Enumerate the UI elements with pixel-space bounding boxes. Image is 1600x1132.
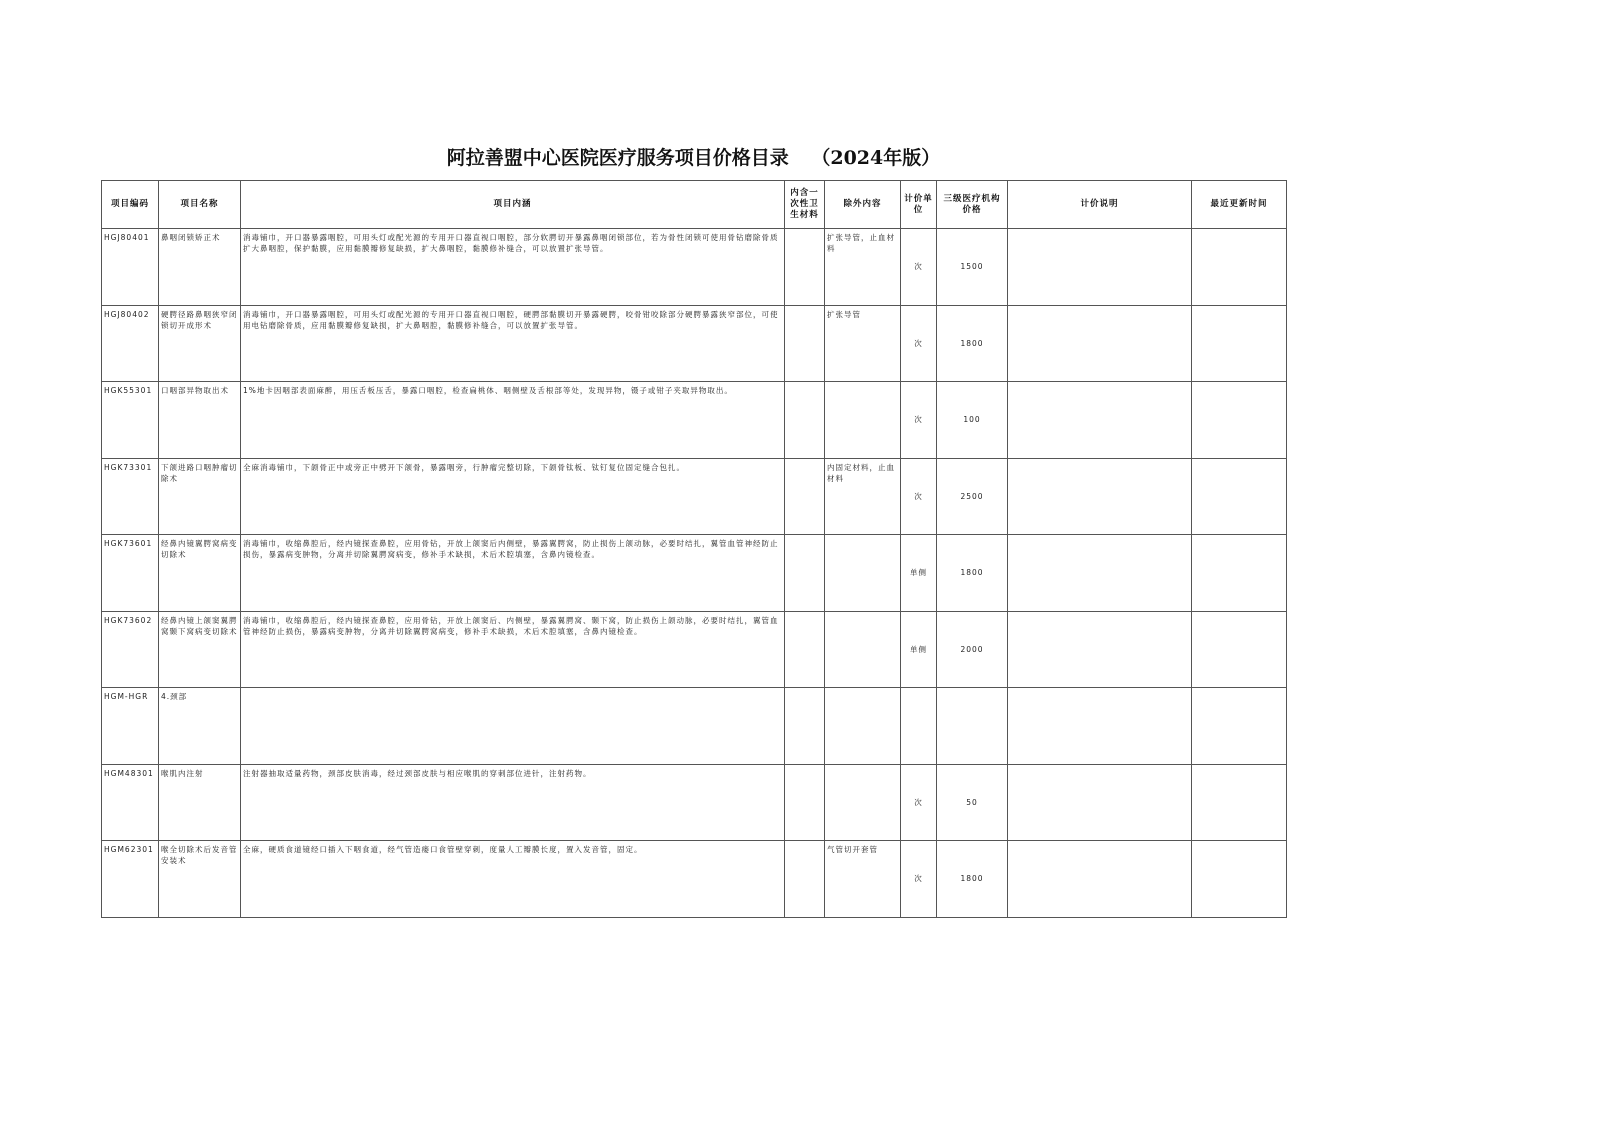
- updated-cell: [1192, 305, 1287, 382]
- unit-cell: 次: [901, 305, 937, 382]
- unit-cell: 次: [901, 458, 937, 535]
- price-cell: [937, 688, 1008, 765]
- updated-cell: [1192, 841, 1287, 918]
- header-updated: 最近更新时间: [1192, 181, 1287, 229]
- header-content: 项目内涵: [241, 181, 785, 229]
- header-consumables: 内含一次性卫生材料: [785, 181, 825, 229]
- note-cell: [1008, 458, 1192, 535]
- price-cell: 2500: [937, 458, 1008, 535]
- name-cell: 口咽部异物取出术: [159, 382, 241, 459]
- consumables-cell: [785, 688, 825, 765]
- content-cell: 消毒铺巾，开口器暴露咽腔，可用头灯或配光源的专用开口器直视口咽腔，部分软腭切开暴露鼻咽闭锁部位，若为骨性闭锁可使用骨钻磨除骨质扩大鼻咽腔，保护黏膜，应用黏膜瓣修复缺损，扩大鼻咽腔，黏膜修补缝合，可以放置扩张导管。: [241, 229, 785, 306]
- content-cell: 消毒铺巾，收缩鼻腔后，经内镜探查鼻腔，应用骨钻，开放上颌窦后内侧壁，暴露翼腭窝，防止损伤上颌动脉，必要时结扎，翼管血管神经防止损伤，暴露病变肿物，分离并切除翼腭窝病变，修补手术缺损，术后术腔填塞，含鼻内镜检查。: [241, 535, 785, 612]
- price-cell: 1800: [937, 841, 1008, 918]
- content-cell: 消毒铺巾，开口器暴露咽腔，可用头灯或配光源的专用开口器直视口咽腔，硬腭部黏膜切开暴露硬腭，咬骨钳咬除部分硬腭暴露狭窄部位，可使用电钻磨除骨质，应用黏膜瓣修复缺损，扩大鼻咽腔，黏膜修补缝合，可以放置扩张导管。: [241, 305, 785, 382]
- excluded-cell: 扩张导管: [825, 305, 901, 382]
- name-cell: 经鼻内镜上颌窦翼腭窝颞下窝病变切除术: [159, 611, 241, 688]
- unit-cell: 次: [901, 841, 937, 918]
- note-cell: [1008, 764, 1192, 841]
- content-cell: 注射器抽取适量药物，颈部皮肤消毒，经过颈部皮肤与相应喉肌的穿刺部位进针，注射药物。: [241, 764, 785, 841]
- content-cell: 消毒铺巾，收缩鼻腔后，经内镜探查鼻腔，应用骨钻，开放上颌窦后、内侧壁，暴露翼腭窝、颞下窝，防止损伤上颌动脉，必要时结扎，翼管血管神经防止损伤，暴露病变肿物，分离并切除翼腭窝病变，修补手术缺损，术后术腔填塞，含鼻内镜检查。: [241, 611, 785, 688]
- updated-cell: [1192, 764, 1287, 841]
- consumables-cell: [785, 841, 825, 918]
- content-cell: [241, 688, 785, 765]
- price-cell: 1800: [937, 305, 1008, 382]
- unit-cell: 单侧: [901, 535, 937, 612]
- table-row: [102, 611, 1287, 688]
- note-cell: [1008, 611, 1192, 688]
- header-note: 计价说明: [1008, 181, 1192, 229]
- excluded-cell: [825, 688, 901, 765]
- excluded-cell: [825, 382, 901, 459]
- header-name: 项目名称: [159, 181, 241, 229]
- content-cell: 1%地卡因咽部表面麻醉，用压舌板压舌，暴露口咽腔，检查扁桃体、咽侧壁及舌根部等处，发现异物，镊子或钳子夹取异物取出。: [241, 382, 785, 459]
- unit-cell: 次: [901, 764, 937, 841]
- excluded-cell: 内固定材料，止血材料: [825, 458, 901, 535]
- unit-cell: [901, 688, 937, 765]
- header-code: 项目编码: [102, 181, 159, 229]
- excluded-cell: 气管切开套管: [825, 841, 901, 918]
- unit-cell: 次: [901, 382, 937, 459]
- code-cell: HGK73602: [102, 611, 159, 688]
- updated-cell: [1192, 611, 1287, 688]
- name-cell: 硬腭径路鼻咽狭窄闭锁切开成形术: [159, 305, 241, 382]
- content-cell: 全麻，硬质食道镜经口插入下咽食道，经气管造瘘口食管壁穿刺，度量人工瓣膜长度，置入发音管，固定。: [241, 841, 785, 918]
- header-excluded: 除外内容: [825, 181, 901, 229]
- table-row: [102, 535, 1287, 612]
- price-cell: 100: [937, 382, 1008, 459]
- name-cell: 下颌进路口咽肿瘤切除术: [159, 458, 241, 535]
- updated-cell: [1192, 382, 1287, 459]
- excluded-cell: 扩张导管，止血材料: [825, 229, 901, 306]
- note-cell: [1008, 688, 1192, 765]
- consumables-cell: [785, 458, 825, 535]
- consumables-cell: [785, 305, 825, 382]
- code-cell: HGM48301: [102, 764, 159, 841]
- note-cell: [1008, 535, 1192, 612]
- code-cell: HGK73601: [102, 535, 159, 612]
- excluded-cell: [825, 535, 901, 612]
- name-cell: 喉肌内注射: [159, 764, 241, 841]
- unit-cell: 单侧: [901, 611, 937, 688]
- name-cell: 经鼻内镜翼腭窝病变切除术: [159, 535, 241, 612]
- consumables-cell: [785, 611, 825, 688]
- price-cell: 2000: [937, 611, 1008, 688]
- table-row: [102, 688, 1287, 765]
- table-row: [102, 764, 1287, 841]
- header-unit: 计价单位: [901, 181, 937, 229]
- code-cell: HGK55301: [102, 382, 159, 459]
- page-title: 阿拉善盟中心医院医疗服务项目价格目录 （2024年版）: [446, 147, 941, 169]
- consumables-cell: [785, 382, 825, 459]
- table-row: [102, 229, 1287, 306]
- note-cell: [1008, 841, 1192, 918]
- name-cell: 鼻咽闭锁矫正术: [159, 229, 241, 306]
- price-cell: 1500: [937, 229, 1008, 306]
- code-cell: HGM62301: [102, 841, 159, 918]
- updated-cell: [1192, 688, 1287, 765]
- unit-cell: 次: [901, 229, 937, 306]
- code-cell: HGJ80401: [102, 229, 159, 306]
- updated-cell: [1192, 458, 1287, 535]
- price-cell: 1800: [937, 535, 1008, 612]
- consumables-cell: [785, 229, 825, 306]
- code-cell: HGK73301: [102, 458, 159, 535]
- excluded-cell: [825, 764, 901, 841]
- table-header-row: [102, 181, 1287, 229]
- content-cell: 全麻消毒铺巾，下颌骨正中或旁正中劈开下颌骨，暴露咽旁，行肿瘤完整切除，下颌骨钛板、钛钉复位固定缝合包扎。: [241, 458, 785, 535]
- updated-cell: [1192, 535, 1287, 612]
- header-price: 三级医疗机构价格: [937, 181, 1008, 229]
- updated-cell: [1192, 229, 1287, 306]
- excluded-cell: [825, 611, 901, 688]
- note-cell: [1008, 382, 1192, 459]
- table-row: [102, 458, 1287, 535]
- table-row: [102, 382, 1287, 459]
- price-cell: 50: [937, 764, 1008, 841]
- name-cell: 喉全切除术后发音管安装术: [159, 841, 241, 918]
- code-cell: HGM-HGR: [102, 688, 159, 765]
- note-cell: [1008, 229, 1192, 306]
- consumables-cell: [785, 764, 825, 841]
- consumables-cell: [785, 535, 825, 612]
- note-cell: [1008, 305, 1192, 382]
- table-row: [102, 305, 1287, 382]
- table-row: [102, 841, 1287, 918]
- name-cell: 4.颈部: [159, 688, 241, 765]
- price-catalog-table: [101, 180, 1287, 918]
- code-cell: HGJ80402: [102, 305, 159, 382]
